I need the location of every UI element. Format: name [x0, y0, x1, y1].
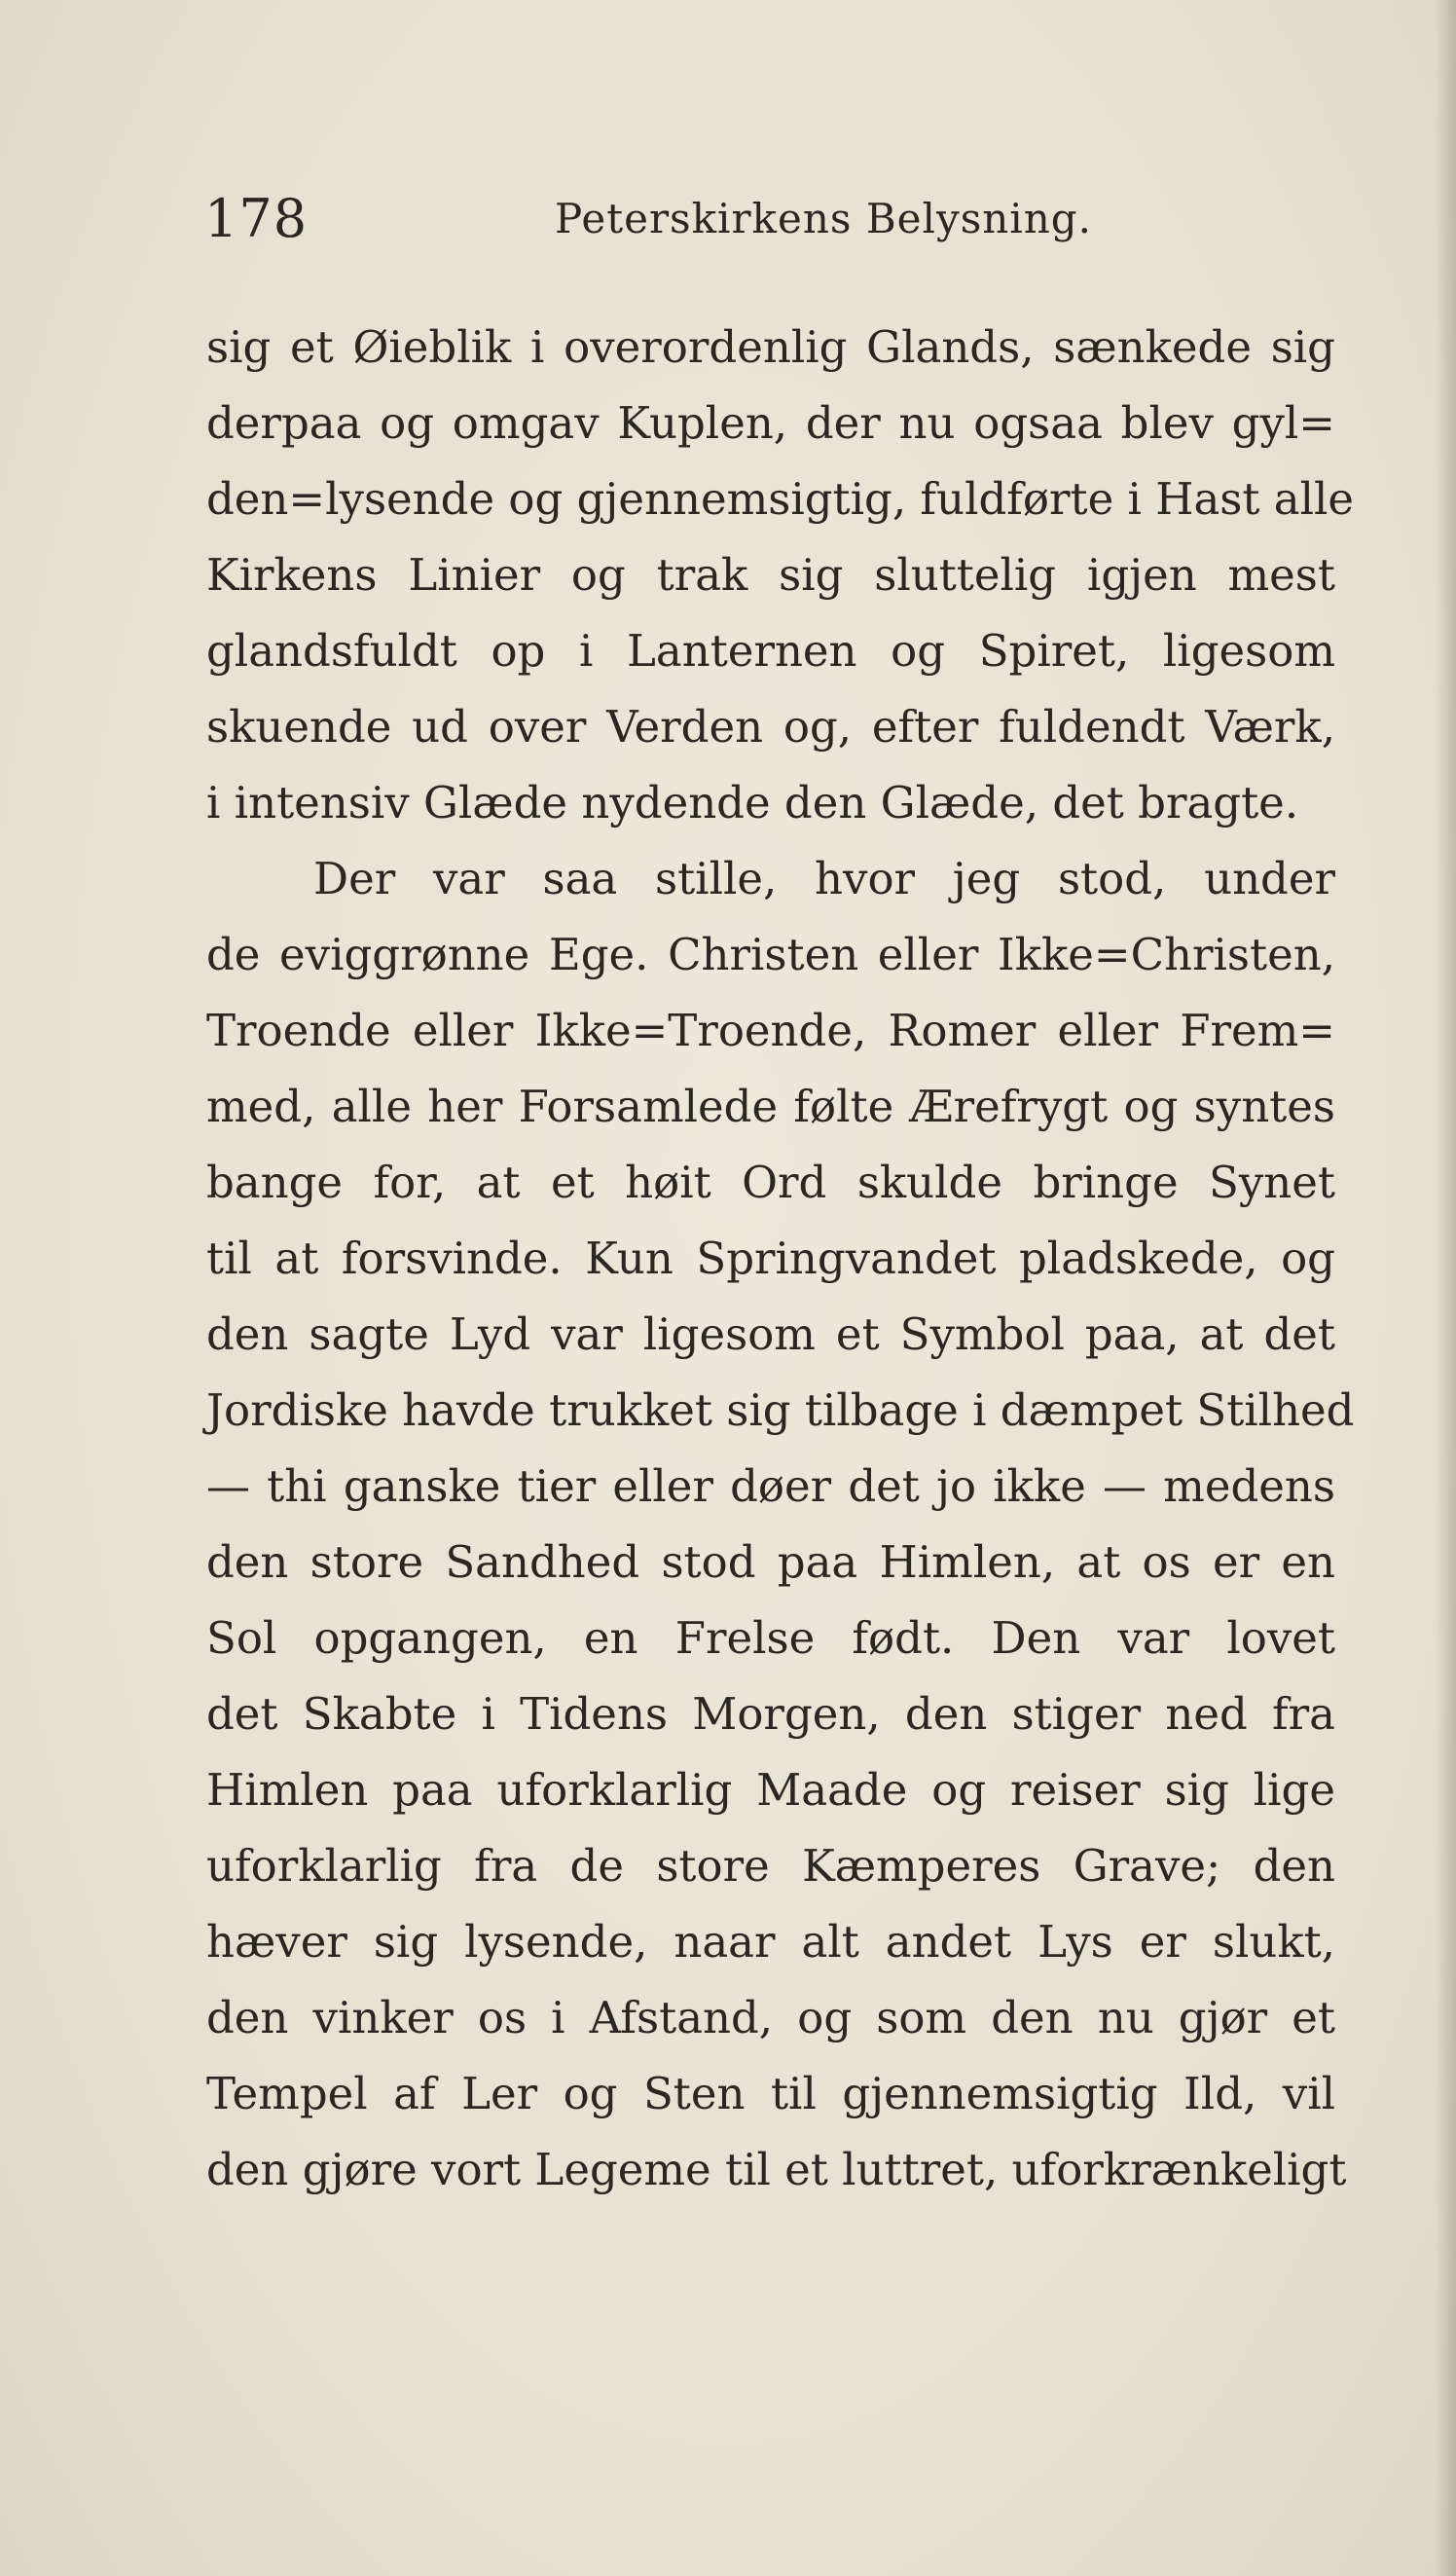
text-line: Troende eller Ikke=Troende, Romer eller Frem= [206, 1005, 1335, 1056]
text-line: sig et Øieblik i overordenlig Glands, sænkede sig [206, 321, 1335, 373]
text-line: Kirkens Linier og trak sig sluttelig igjen mest [206, 549, 1335, 601]
text-line: de eviggrønne Ege. Christen eller Ikke=Christen, [206, 929, 1335, 980]
text-line: Jordiske havde trukket sig tilbage i dæmpet Stilhed [206, 1384, 1355, 1436]
text-line: — thi ganske tier eller døer det jo ikke — medens [206, 1460, 1335, 1512]
text-line: den vinker os i Afstand, og som den nu gjør et [206, 1992, 1335, 2043]
text-line: til at forsvinde. Kun Springvandet pladskede, og [206, 1233, 1335, 1284]
page-header [204, 185, 1265, 253]
text-line: derpaa og omgav Kuplen, der nu ogsaa blev gyl= [206, 397, 1335, 449]
text-line: i intensiv Glæde nydende den Glæde, det bragte. [206, 777, 1299, 828]
page-edge-shadow [1435, 0, 1456, 2576]
text-line: den store Sandhed stod paa Himlen, at os er en [206, 1536, 1335, 1588]
body-text [206, 310, 1355, 2208]
page-number: 178 [204, 188, 309, 249]
text-line: Tempel af Ler og Sten til gjennemsigtig Ild, vil [206, 2068, 1335, 2119]
paragraph-start-line: Der var saa stille, hvor jeg stod, under [313, 853, 1335, 904]
text-line: glandsfuldt op i Lanternen og Spiret, ligesom [206, 625, 1335, 677]
running-title: Peterskirkens Belysning. [555, 195, 1093, 242]
text-line: Himlen paa uforklarlig Maade og reiser sig lige [206, 1764, 1335, 1816]
text-line: uforklarlig fra de store Kæmperes Grave; den [206, 1840, 1335, 1892]
text-line: den gjøre vort Legeme til et luttret, uforkrænkeligt [206, 2144, 1347, 2195]
text-line: Sol opgangen, en Frelse født. Den var lovet [206, 1612, 1335, 1664]
text-line: bange for, at et høit Ord skulde bringe Synet [206, 1157, 1335, 1208]
text-line: den=lysende og gjennemsigtig, fuldførte i Hast alle [206, 473, 1355, 525]
text-line: med, alle her Forsamlede følte Ærefrygt og syntes [206, 1081, 1335, 1132]
text-line: skuende ud over Verden og, efter fuldendt Værk, [206, 701, 1335, 753]
text-line: den sagte Lyd var ligesom et Symbol paa, at det [206, 1308, 1335, 1360]
text-line: det Skabte i Tidens Morgen, den stiger ned fra [206, 1688, 1335, 1740]
text-line: hæver sig lysende, naar alt andet Lys er slukt, [206, 1916, 1335, 1968]
